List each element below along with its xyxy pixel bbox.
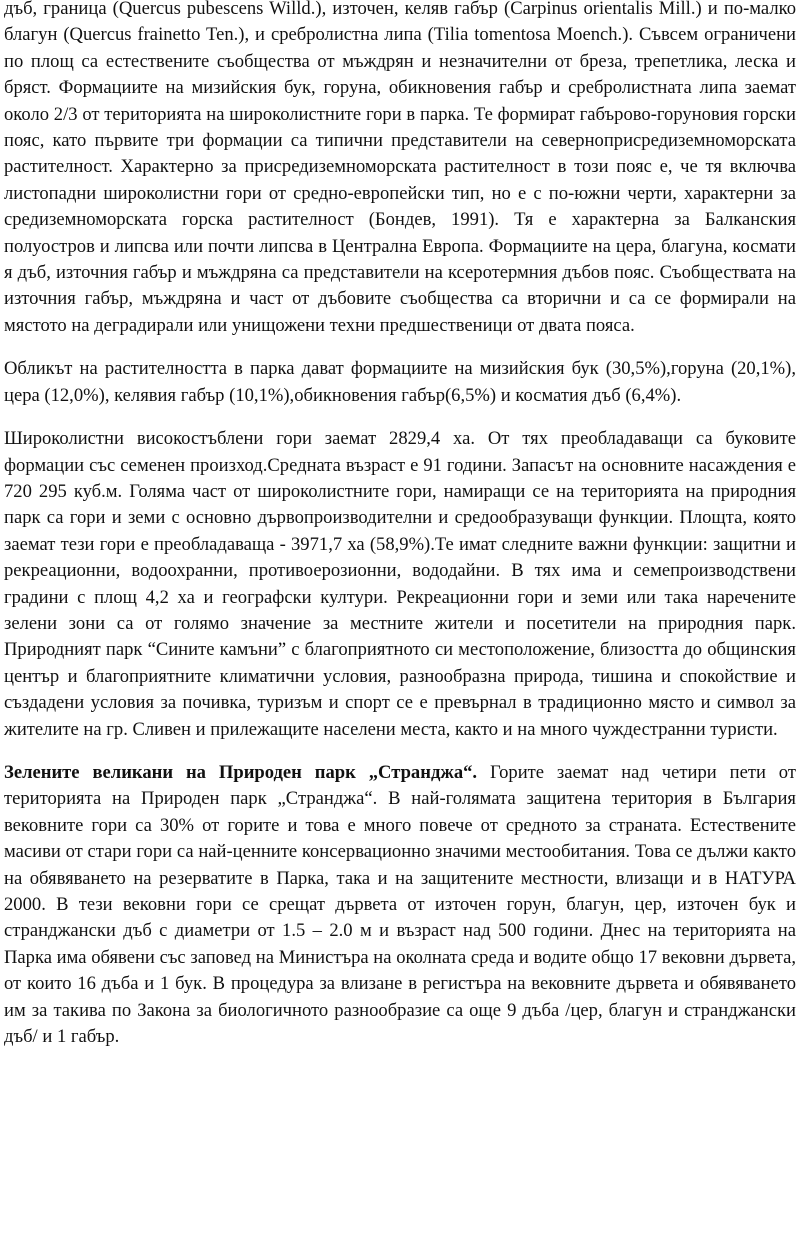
paragraph-text: Обликът на растителността в парка дават формациите на мизийския бук (30,5%),горуна (20,1%), цера (12,0%), келявия габър (10,1%),обикновения габър(6,5%) и косматия дъб (6,4%). — [4, 358, 796, 406]
paragraph-formations-share — [4, 356, 796, 409]
paragraph-text: Горите заемат над четири пети от територията на Природен парк „Странджа“. В най-голямата защитена територия в България вековните гори са 30% от горите и това е много повече от средното за страната. Естествените масиви от стари гори са най-ценните консервационно значими местообитания. Това се дължи както на обявяването на резерватите в Парка, така и на защитените местности, влизащи и в НАТУРА 2000. В тези вековни гори се срещат дървета от източен горун, благун, цер, източен бук и странджански дъб с диаметри от 1.5 – 2.0 м и възраст над 500 години. Днес на територията на Парка има обявени със заповед на Министъра на околната среда и водите общо 17 вековни дървета, от които 16 дъба и 1 бук. В процедура за влизане в регистъра на вековните дървета и обявяването им за такива по Закона за биологичното разнообразие са още 9 дъба /цер, благун и странджански дъб/ и 1 габър. — [4, 761, 796, 1048]
paragraph-text: Широколистни високостъблени гори заемат 2829,4 ха. От тях преобладаващи са буковите формации със семенен произход.Средната възраст е 91 години. Запасът на основните насаждения е 720 295 куб.м. Голяма част от широколистните гори, намиращи се на територията на природния парк са гори и земи с основно дървопроизводителни и средообразуващи функции. Площта, която заемат тези гори е преобладаваща - 3971,7 ха (58,9%).Те имат следните важни функции: защитни и рекреационни, водоохранни, противоерозионни, вододайни. В тях има и семепроизводствени градини с площ 4,2 ха и географски култури. Рекреационни гори и земи или така наречените зелени зони са от голямо значение за местните жители и посетители на природния парк. Природният парк “Сините камъни” с благоприятното си местоположение, близостта до общинския център и благоприятните климатични условия, разнообразна природа, тишина и спокойствие и създадени условия за почивка, туризъм и спорт се е превърнал в традиционно място и символ за жителите на гр. Сливен и прилежащите населени места, както и на много чуждестранни туристи. — [4, 428, 796, 740]
paragraph-strandzha-giants — [4, 760, 796, 1050]
section-heading: Зелените великани на Природен парк „Странджа“. — [4, 761, 478, 783]
paragraph-vegetation-belts — [4, 0, 796, 339]
paragraph-text: дъб, граница (Quercus pubescens Willd.), източен, келяв габър (Carpinus orientalis Mill.) и по-малко благун (Quercus frainetto Ten.), и сребролистна липа (Tilia tomentosa Moench.). Съвсем ограничени по площ са естествените съобщества от мъждрян и незначителни от бреза, трепетлика, леска и бряст. Формациите на мизийския бук, горуна, обикновения габър и сребролистната липа заемат около 2/3 от територията на широколистните гори в парка. Те формират габърово-горуновия горски пояс, като първите три формации са типични представители на севернoприсредиземноморската растителност. Характерно за присредиземноморската растителност в този пояс е, че тя включва листопадни широколистни гори от средно-европейски тип, но е с по-южни черти, характерни за средиземноморската горска растителност (Бондев, 1991). Тя е характерна за Балканския полуостров и липсва или почти липсва в Централна Европа. Формациите на цера, благуна, космати я дъб, източния габър и мъждряна са представители на ксеротермния дъбов пояс. Съобществата на източния габър, мъждряна и част от дъбовите съобщества са вторични и са се формирали на мястото на деградирали или унищожени техни предшественици от двата пояса. — [4, 0, 796, 336]
paragraph-broadleaf-forests — [4, 426, 796, 743]
document-page — [4, 0, 796, 1050]
